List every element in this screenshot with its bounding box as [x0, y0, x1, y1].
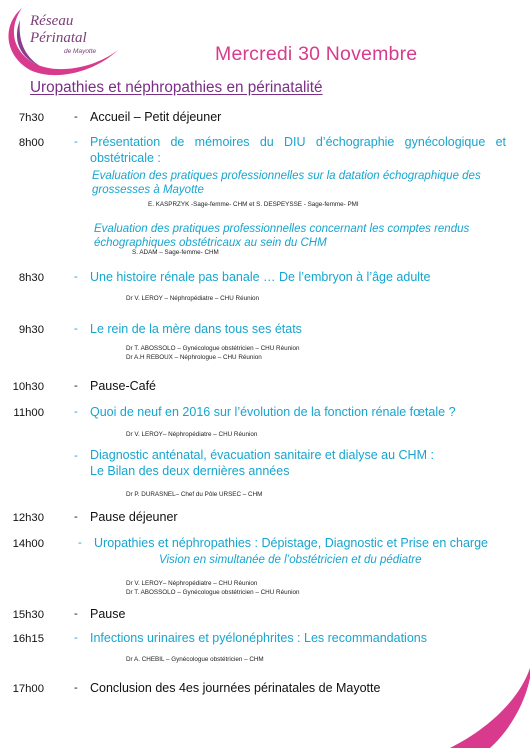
bullet-dash: -: [74, 511, 78, 523]
time-0730: 7h30: [18, 112, 44, 124]
speaker-0830: Dr V. LEROY – Néphropédiatre – CHU Réunion: [126, 295, 260, 302]
agenda-item-1100-b-line2: Le Bilan des deux dernières années: [90, 464, 290, 478]
agenda-item-1700: Conclusion des 4es journées périnatales de Mayotte: [90, 681, 381, 695]
bullet-dash: -: [78, 537, 82, 549]
logo-text-mayotte: de Mayotte: [64, 48, 97, 55]
logo: [0, 0, 130, 90]
logo-text-perinatal: Périnatal: [30, 30, 87, 46]
time-1100: 11h00: [13, 407, 44, 419]
agenda-item-1100-b-line1: Diagnostic anténatal, évacuation sanitaire et dialyse au CHM :: [90, 448, 434, 462]
agenda-item-0800: Présentation de mémoires du DIU d’échographie gynécologique et obstétricale :: [90, 135, 506, 165]
bullet-dash: -: [74, 632, 78, 644]
agenda-item-0930: Le rein de la mère dans tous ses états: [90, 322, 302, 336]
agenda-item-1030: Pause-Café: [90, 379, 157, 393]
time-0830: 8h30: [18, 272, 44, 284]
speaker-1100-b: Dr P. DURASNEL– Chef du Pôle URSEC – CHM: [126, 491, 263, 498]
agenda-item-0830: Une histoire rénale pas banale … De l’embryon à l’âge adulte: [90, 270, 431, 284]
time-1615: 16h15: [12, 633, 44, 645]
agenda-item-1400: Uropathies et néphropathies : Dépistage, Diagnostic et Prise en charge: [94, 536, 488, 550]
speaker-0800-b: S. ADAM – Sage-femme- CHM: [132, 249, 219, 256]
time-0930: 9h30: [18, 324, 44, 336]
time-1030: 10h30: [12, 381, 44, 393]
speaker-1400-b: Dr T. ABOSSOLO – Gynécologue obstétricien – CHU Réunion: [126, 589, 300, 596]
bullet-dash: -: [74, 111, 78, 123]
agenda-sub-0800-b: Evaluation des pratiques professionnelles concernant les comptes rendus échographiques obstétricaux au sein du CHM: [94, 223, 470, 249]
speaker-1400-a: Dr V. LEROY– Néphropédiatre – CHU Réunion: [126, 580, 258, 587]
page-date: Mercredi 30 Novembre: [215, 43, 418, 65]
bullet-dash: -: [74, 323, 78, 335]
bullet-dash: -: [74, 450, 78, 462]
logo-text-reseau: Réseau: [30, 13, 74, 29]
bullet-dash: -: [74, 380, 78, 392]
bullet-dash: -: [74, 136, 78, 148]
corner-swoosh-icon: [410, 668, 530, 748]
bullet-dash: -: [74, 271, 78, 283]
time-1700: 17h00: [12, 683, 44, 695]
agenda-item-1615: Infections urinaires et pyélonéphrites : Les recommandations: [90, 631, 427, 645]
speaker-0800-a: E. KASPRZYK -Sage-femme- CHM et S. DESPEYSSE - Sage-femme- PMI: [148, 201, 359, 208]
bullet-dash: -: [74, 682, 78, 694]
time-1400: 14h00: [12, 538, 44, 550]
agenda-item-1530: Pause: [90, 607, 126, 621]
page-title: Uropathies et néphropathies en périnatalité: [30, 79, 323, 96]
time-1230: 12h30: [12, 512, 44, 524]
agenda-item-1100-a: Quoi de neuf en 2016 sur l’évolution de la fonction rénale fœtale ?: [90, 405, 456, 419]
speaker-0930-a: Dr T. ABOSSOLO – Gynécologue obstétricien – CHU Réunion: [126, 345, 300, 352]
agenda-item-1230: Pause déjeuner: [90, 510, 178, 524]
time-1530: 15h30: [12, 609, 44, 621]
speaker-1100-a: Dr V. LEROY– Néphropédiatre – CHU Réunion: [126, 431, 258, 438]
speaker-0930-b: Dr A.H REBOUX – Néphrologue – CHU Réunion: [126, 354, 262, 361]
agenda-item-0730: Accueil – Petit déjeuner: [90, 110, 222, 124]
time-0800: 8h00: [18, 137, 44, 149]
agenda-sub-0800-a: Evaluation des pratiques professionnelles sur la datation échographique des grossesses à Mayotte: [92, 170, 481, 196]
agenda-sub-1400: Vision en simultanée de l’obstétricien et du pédiatre: [159, 554, 422, 566]
bullet-dash: -: [74, 608, 78, 620]
bullet-dash: -: [74, 406, 78, 418]
speaker-1615: Dr A. CHEBIL – Gynécologue obstétricien – CHM: [126, 656, 264, 663]
